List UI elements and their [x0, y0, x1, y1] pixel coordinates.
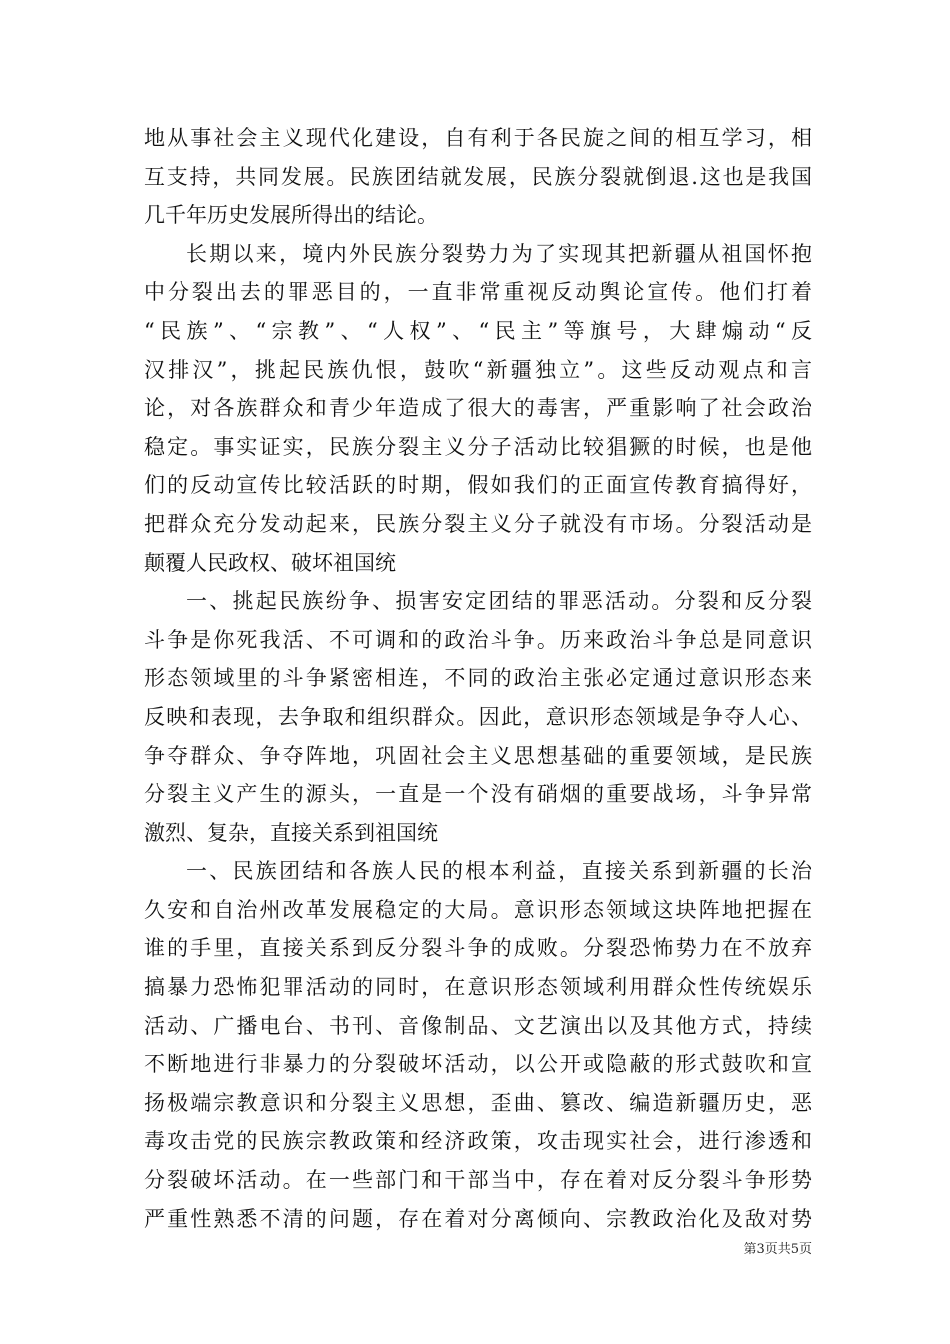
text-line: 形态领域里的斗争紧密相连，不同的政治主张必定通过意识形态来: [144, 666, 812, 691]
paragraph-first-line: 一、民族团结和各族人民的根本利益，直接关系到新疆的长治: [186, 859, 812, 884]
text-line: 互支持，共同发展。民族团结就发展，民族分裂就倒退.这也是我国: [144, 164, 812, 189]
text-line: 毒攻击党的民族宗教政策和经济政策，攻击现实社会，进行渗透和: [144, 1129, 812, 1154]
text-line: 地从事社会主义现代化建设，自有利于各民旋之间的相互学习，相: [144, 126, 812, 150]
text-line: 谁的手里，直接关系到反分裂斗争的成败。分裂恐怖势力在不放弃: [144, 936, 812, 961]
document-body: [144, 119, 812, 1238]
text-line: 斗争是你死我活、不可调和的政治斗争。历来政治斗争总是同意识: [144, 627, 812, 652]
text-line: 颠覆人民政权、破坏祖国统: [144, 550, 396, 575]
text-line: 分裂破坏活动。在一些部门和干部当中，存在着对反分裂斗争形势: [144, 1168, 812, 1193]
text-line: 分裂主义产生的源头，一直是一个没有硝烟的重要战场，斗争异常: [144, 782, 812, 807]
text-line: 论，对各族群众和青少年造成了很大的毒害，严重影响了社会政治: [144, 396, 812, 421]
text-line: 稳定。事实证实，民族分裂主义分子活动比较猖獗的时候，也是他: [144, 434, 812, 459]
text-line: 活动、广播电台、书刊、音像制品、文艺演出以及其他方式，持续: [144, 1013, 812, 1038]
text-line: 们的反动宣传比较活跃的时期，假如我们的正面宣传教育搞得好，: [144, 473, 812, 498]
text-line: 激烈、复杂，直接关系到祖国统: [144, 820, 438, 845]
text-line: 不断地进行非暴力的分裂破坏活动，以公开或隐蔽的形式鼓吹和宣: [144, 1052, 812, 1077]
text-line: 搞暴力恐怖犯罪活动的同时，在意识形态领域利用群众性传统娱乐: [144, 975, 812, 1000]
paragraph-first-line: 长期以来，境内外民族分裂势力为了实现其把新疆从祖国怀抱: [186, 241, 812, 266]
text-line: 久安和自治州改革发展稳定的大局。意识形态领域这块阵地把握在: [144, 897, 812, 922]
text-line: 严重性熟悉不清的问题，存在着对分离倾向、宗教政治化及敌对势: [144, 1206, 812, 1231]
paragraph-first-line: 一、挑起民族纷争、损害安定团结的罪恶活动。分裂和反分裂: [186, 589, 812, 614]
text-line: 汉排汉”，挑起民族仇恨，鼓吹“新疆独立”。这些反动观点和言: [144, 357, 812, 382]
text-line: 几千年历史发展所得出的结论。: [144, 203, 438, 228]
page-number: 第3页共5页: [743, 1242, 812, 1257]
text-line: 中分裂出去的罪恶目的，一直非常重视反动舆论宣传。他们打着: [144, 280, 812, 305]
text-line: “民族”、“宗教”、“人权”、“民主”等旗号，大肆煽动“反: [144, 318, 812, 343]
text-line: 反映和表现，去争取和组织群众。因此，意识形态领域是争夺人心、: [144, 704, 812, 729]
text-line: 扬极端宗教意识和分裂主义思想，歪曲、篡改、编造新疆历史，恶: [144, 1090, 812, 1115]
text-line: 把群众充分发动起来，民族分裂主义分子就没有市场。分裂活动是: [144, 511, 812, 536]
text-line: 争夺群众、争夺阵地，巩固社会主义思想基础的重要领域，是民族: [144, 743, 812, 768]
